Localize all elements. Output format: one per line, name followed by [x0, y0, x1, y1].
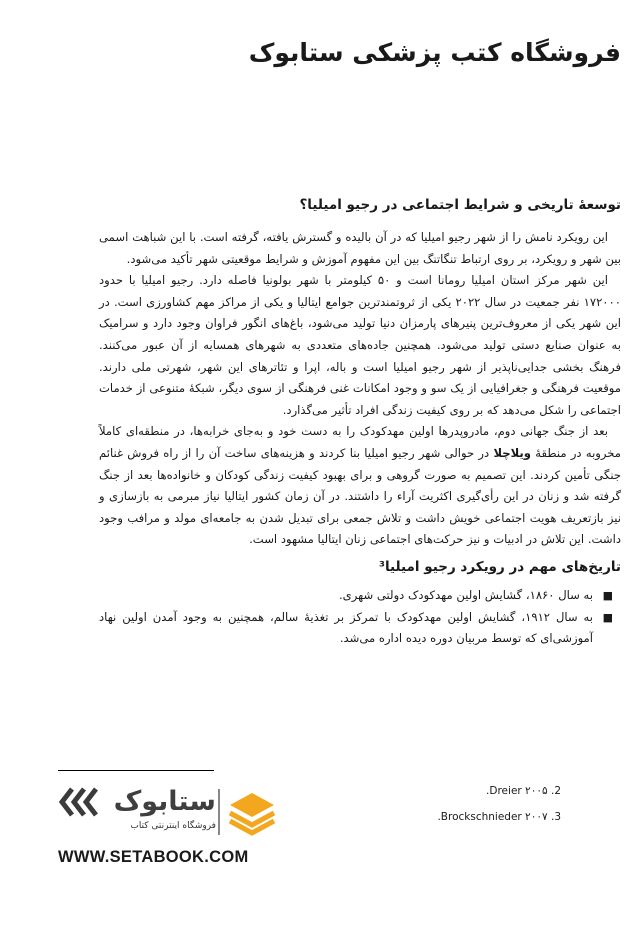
chevrons-icon: [58, 785, 108, 819]
footnotes: [325, 783, 561, 835]
dates-list: [99, 585, 621, 650]
bullet-icon: ■: [602, 610, 613, 624]
paragraph-3-bold-term: ویلاچلا: [493, 445, 531, 460]
paragraph-1: این رویکرد نامش را از شهر رجیو امیلیا که در آن بالیده و گسترش یافته، گرفته است. با این شباهت اسمی بین شهر و رویکرد، بر روی ارتباط تنگاتنگ بین این مفهوم آموزش و شرایط موقعیتی شهر تأکید می‌شود.: [99, 230, 621, 266]
bullet-icon: ■: [602, 588, 613, 602]
footnote-3: 3. Brockschnieder ۲۰۰۷.: [437, 811, 561, 823]
main-content: [99, 195, 621, 650]
section-heading-history: توسعهٔ تاریخی و شرایط اجتماعی در رجیو امیلیا؟: [299, 197, 621, 213]
page-title: فروشگاه کتب پزشکی ستابوک: [248, 38, 621, 67]
paragraph-3-part-1: بعد از جنگ جهانی دوم، مادروپدرها اولین مهدکودک را به دست خود و به‌جای خرابه‌ها، در منطقه‌ای کاملاً مخروبه در منطقهٔ: [99, 424, 622, 460]
footnote-divider: [58, 770, 214, 771]
list-item-text: به سال ۱۹۱۲، گشایش اولین مهدکودک با تمرکز بر تغذیهٔ سالم، همچنین به وجود آمدن اولین نهاد آموزشی‌ای که توسط مربیان دوره دیده اداره می‌شد.: [99, 609, 593, 646]
list-item: [99, 607, 621, 650]
section-heading-dates: تاریخ‌های مهم در رویکرد رجیو امیلیا³: [379, 558, 621, 575]
footnote-2: 2. Dreier ۲۰۰۵.: [486, 785, 561, 797]
paragraph-3-part-2: در حوالی شهر رجیو امیلیا بنا کردند و هزینه‌های ساخت آن را از راه فروش غنائم جنگی تأمین کردند. این تصمیم به صورت گروهی و برای بهبود کیفیت زندگی کودکان و خانواده‌ها بعد از جنگ گرفته شد و زنان در این رأی‌گیری اکثریت آراء را داشتند. در آن زمان کشور ایتالیا نیاز مبرمی به بازسازی و نیز بازتعریف هویت اجتماعی خویش داشت و تلاش جمعی برای تبدیل شدن به جامعه‌ای مولد و مرافب وجود داشت. این تلاش در ادبیات و نیز حرکت‌های اجتماعی زنان ایتالیا مشهود است.: [99, 445, 621, 547]
website-url: WWW.SETABOOK.COM: [58, 848, 249, 866]
logo-wordmark: ستابوک: [113, 786, 216, 817]
logo-subtitle: فروشگاه اینترنتی کتاب: [130, 821, 216, 831]
setabook-logo: [58, 785, 278, 841]
paragraph-2: این شهر مرکز استان امیلیا رومانا است و ۵۰ کیلومتر با شهر بولونیا فاصله دارد. رجیو امیلیا با حدود ۱۷۲۰۰۰ نفر جمعیت در سال ۲۰۲۲ یکی از ثروتمندترین جوامع ایتالیا و یکی از مراکز مهم کشاورزی است. در این شهر یکی از معروف‌ترین پنیرهای پارمزان دنیا تولید می‌شود، باغ‌های انگور فراوان وجود دارد و سرامیک به عنوان صنایع دستی تولید می‌شود. همچنین جاده‌های متعددی به شهرهای همسایه از آن عبور می‌کنند. فرهنگ بخشی جدایی‌ناپذیر از شهر رجیو امیلیا است و باله، اپرا و تئاترهای این شهر، شهرتی ملی دارند. موقعیت فرهنگی و جغرافیایی از یک سو و وجود امکانات غنی فرهنگی از سوی دیگر، شبکهٔ متنوعی از خدمات اجتماعی را شکل می‌دهد که بر روی کیفیت زندگی افراد تأثیر می‌گذارد.: [99, 273, 621, 417]
paragraph-3: [99, 421, 621, 551]
book-stack-icon: [228, 789, 276, 837]
list-item: [99, 585, 621, 607]
logo-separator: [218, 789, 220, 835]
list-item-text: به سال ۱۸۶۰، گشایش اولین مهدکودک دولتی شهری.: [338, 587, 593, 602]
